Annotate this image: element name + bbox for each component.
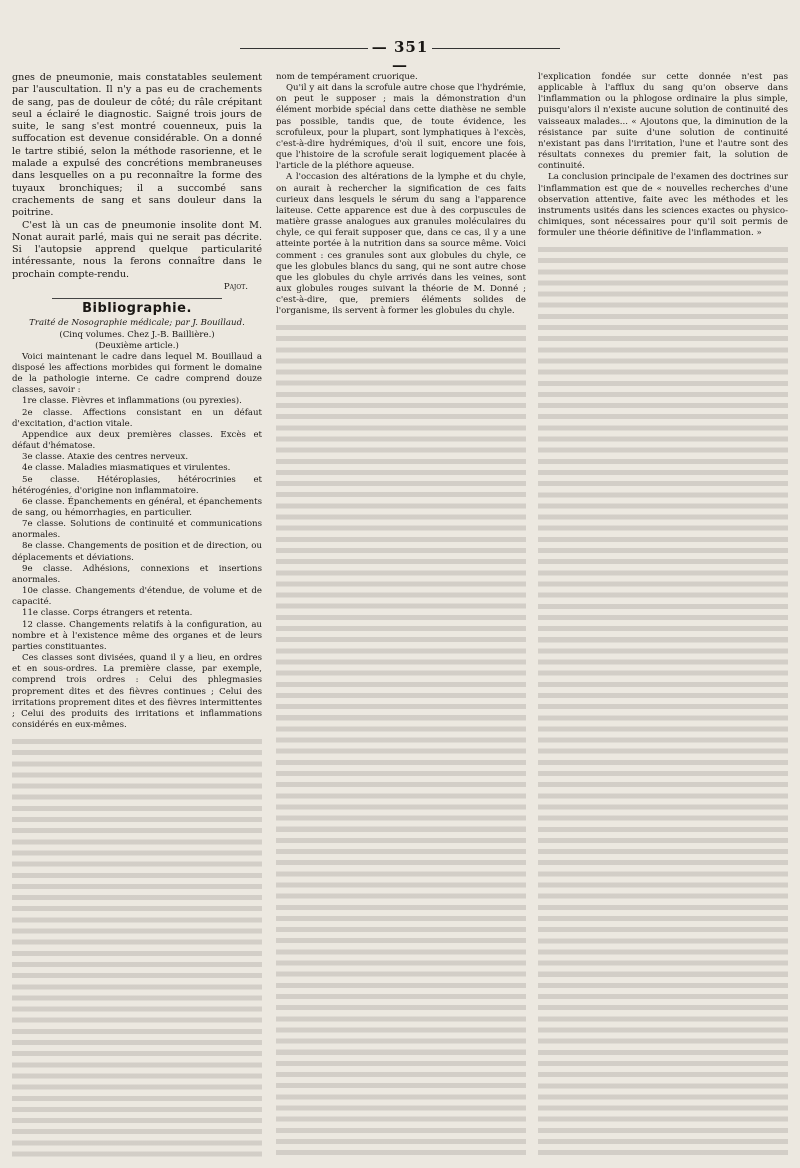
book-subtitle: (Cinq volumes. Chez J.-B. Baillière.) xyxy=(59,329,215,340)
paragraph: A l'occasion des altérations de la lymphe et du chyle, on aurait à rechercher la signification de ces faits curieux dans lesquels le sérum du sang a l'apparence laiteuse. Cette apparence est due à des corpuscules de matière grasse analogues aux granules moléculaires du chyle, ce qui ferait supposer que, dans ce cas, il y a une atteinte portée à la nutrition dans sa source même. Voici comment : ces granules sont aux globules du chyle, ce que les globules blancs du sang, qui ne sont autre chose que les globules du chyle arrivés dans les veines, sont aux globules rouges suivant la théorie de M. Donné ; c'est-à-dire, que, premiers éléments solides de l'organisme, ils servent à former les globules du chyle. xyxy=(276,172,526,317)
text-lines xyxy=(538,243,788,1158)
class-item: 4e classe. Maladies miasmatiques et virulentes. xyxy=(22,463,231,474)
header-rule-right xyxy=(432,48,560,49)
page-number: — 351 — xyxy=(371,38,429,74)
class-item: 7e classe. Solutions de continuité et communications anormales. xyxy=(12,519,262,541)
class-item: 2e classe. Affections consistant en un défaut d'excitation, d'action vitale. xyxy=(12,407,262,429)
class-item: 11e classe. Corps étrangers et retenta. xyxy=(22,608,193,619)
column-middle xyxy=(276,72,526,1158)
paragraph: Ces classes sont divisées, quand il y a lieu, en ordres et en sous-ordres. La première classe, par exemple, comprend trois ordres : Celui des phlegmasies proprement dites et des fièvres continues ; Celui des irritations proprement dites et des fièvres intermittentes ; Celui des produits des irritations et inflammations considérés en eux-mêmes. xyxy=(12,653,262,730)
paragraph: l'explication fondée sur cette donnée n'est pas applicable à l'afflux du sang qu'on observe dans l'inflammation ou la phlogose ordinaire la plus simple, puisqu'alors il n'existe aucune solution de continuité des vaisseaux malades... « Ajoutons que, la diminution de la résistance par suite d'une solution de continuité n'existant pas dans l'irritation, l'une et l'autre sont des résultats connexes du premier fait, la solution de continuité. xyxy=(538,72,788,172)
column-left xyxy=(12,72,262,1158)
class-item: 12 classe. Changements relatifs à la configuration, au nombre et à l'existence même des organes et de leurs parties constituantes. xyxy=(12,619,262,652)
text-lines xyxy=(12,735,262,1158)
class-item: 6e classe. Épanchements en général, et épanchements de sang, ou hémorrhagies, en particulier. xyxy=(12,496,262,519)
signature: Pajot. xyxy=(223,282,248,293)
paragraph: gnes de pneumonie, mais constatables seulement par l'auscultation. Il n'y a pas eu de crachements de sang, pas de douleur de côté; du râle crépitant seul a éclairé le diagnostic. Saigné trois jours de suite, le sang s'est montré couenneux, puis la suffocation est devenue considérable. On a donné le tartre stibié, selon la méthode rasorienne, et le malade a expulsé des concrétions membraneuses dans lesquelles on a pu reconnaître la forme des tuyaux bronchiques; il a succombé sans crachements de sang et sans douleur dans la poitrine. xyxy=(12,72,262,219)
paragraph: C'est là un cas de pneumonie insolite dont M. Nonat aurait parlé, mais qui ne serait pas décrite. Si l'autopsie apprend quelque particularité intéressante, nous la ferons connaître dans le prochain compte-rendu. xyxy=(12,219,262,280)
header-rule-left xyxy=(240,48,368,49)
page-header xyxy=(0,36,800,74)
class-item: 1re classe. Fièvres et inflammations (ou pyrexies). xyxy=(22,396,242,407)
class-item: 9e classe. Adhésions, connexions et insertions anormales. xyxy=(12,563,262,585)
paragraph: La conclusion principale de l'examen des doctrines sur l'inflammation est que de « nouvelles recherches d'une observation attentive, faite avec les méthodes et les instruments usités dans les sciences exactes ou physico-chimiques, sont nécessaires pour qu'il soit permis de formuler une théorie définitive de l'inflammation. » xyxy=(538,172,788,239)
class-item: Appendice aux deux premières classes. Excès et défaut d'hématose. xyxy=(12,429,262,452)
class-item: 8e classe. Changements de position et de direction, ou déplacements et déviations. xyxy=(12,541,262,563)
column-right xyxy=(538,72,788,1158)
paragraph: Voici maintenant le cadre dans lequel M. Bouillaud a disposé les affections morbides qui forment le domaine de la pathologie interne. Ce cadre comprend douze classes, savoir : xyxy=(12,351,262,396)
article-part: (Deuxième article.) xyxy=(95,340,179,351)
paragraph: nom de tempérament cruorique. xyxy=(276,72,418,82)
section-title: Bibliographie. xyxy=(82,301,192,317)
class-item: 5e classe. Hétéroplasies, hétérocrinies et hétérogénies, d'origine non inflammatoire. xyxy=(12,474,262,496)
text-lines xyxy=(276,321,526,1158)
class-item: 10e classe. Changements d'étendue, de volume et de capacité. xyxy=(12,586,262,608)
paragraph: Qu'il y ait dans la scrofule autre chose que l'hydrémie, on peut le supposer ; mais la démonstration d'un élément morbide spécial dans cette diathèse ne semble pas possible, tandis que, de toute évidence, les scrofuleux, pour la plupart, sont lymphatiques à l'excès, c'est-à-dire hydrémiques, d'où il suit, encore une fois, que l'histoire de la scrofule serait logiquement placée à l'article de la pléthore aqueuse. xyxy=(276,83,526,172)
class-item: 3e classe. Ataxie des centres nerveux. xyxy=(22,452,189,463)
page-number-value: 351 xyxy=(393,38,429,56)
section-divider xyxy=(52,298,222,299)
book-title: Traité de Nosographie médicale; par J. Bouillaud. xyxy=(29,318,245,329)
